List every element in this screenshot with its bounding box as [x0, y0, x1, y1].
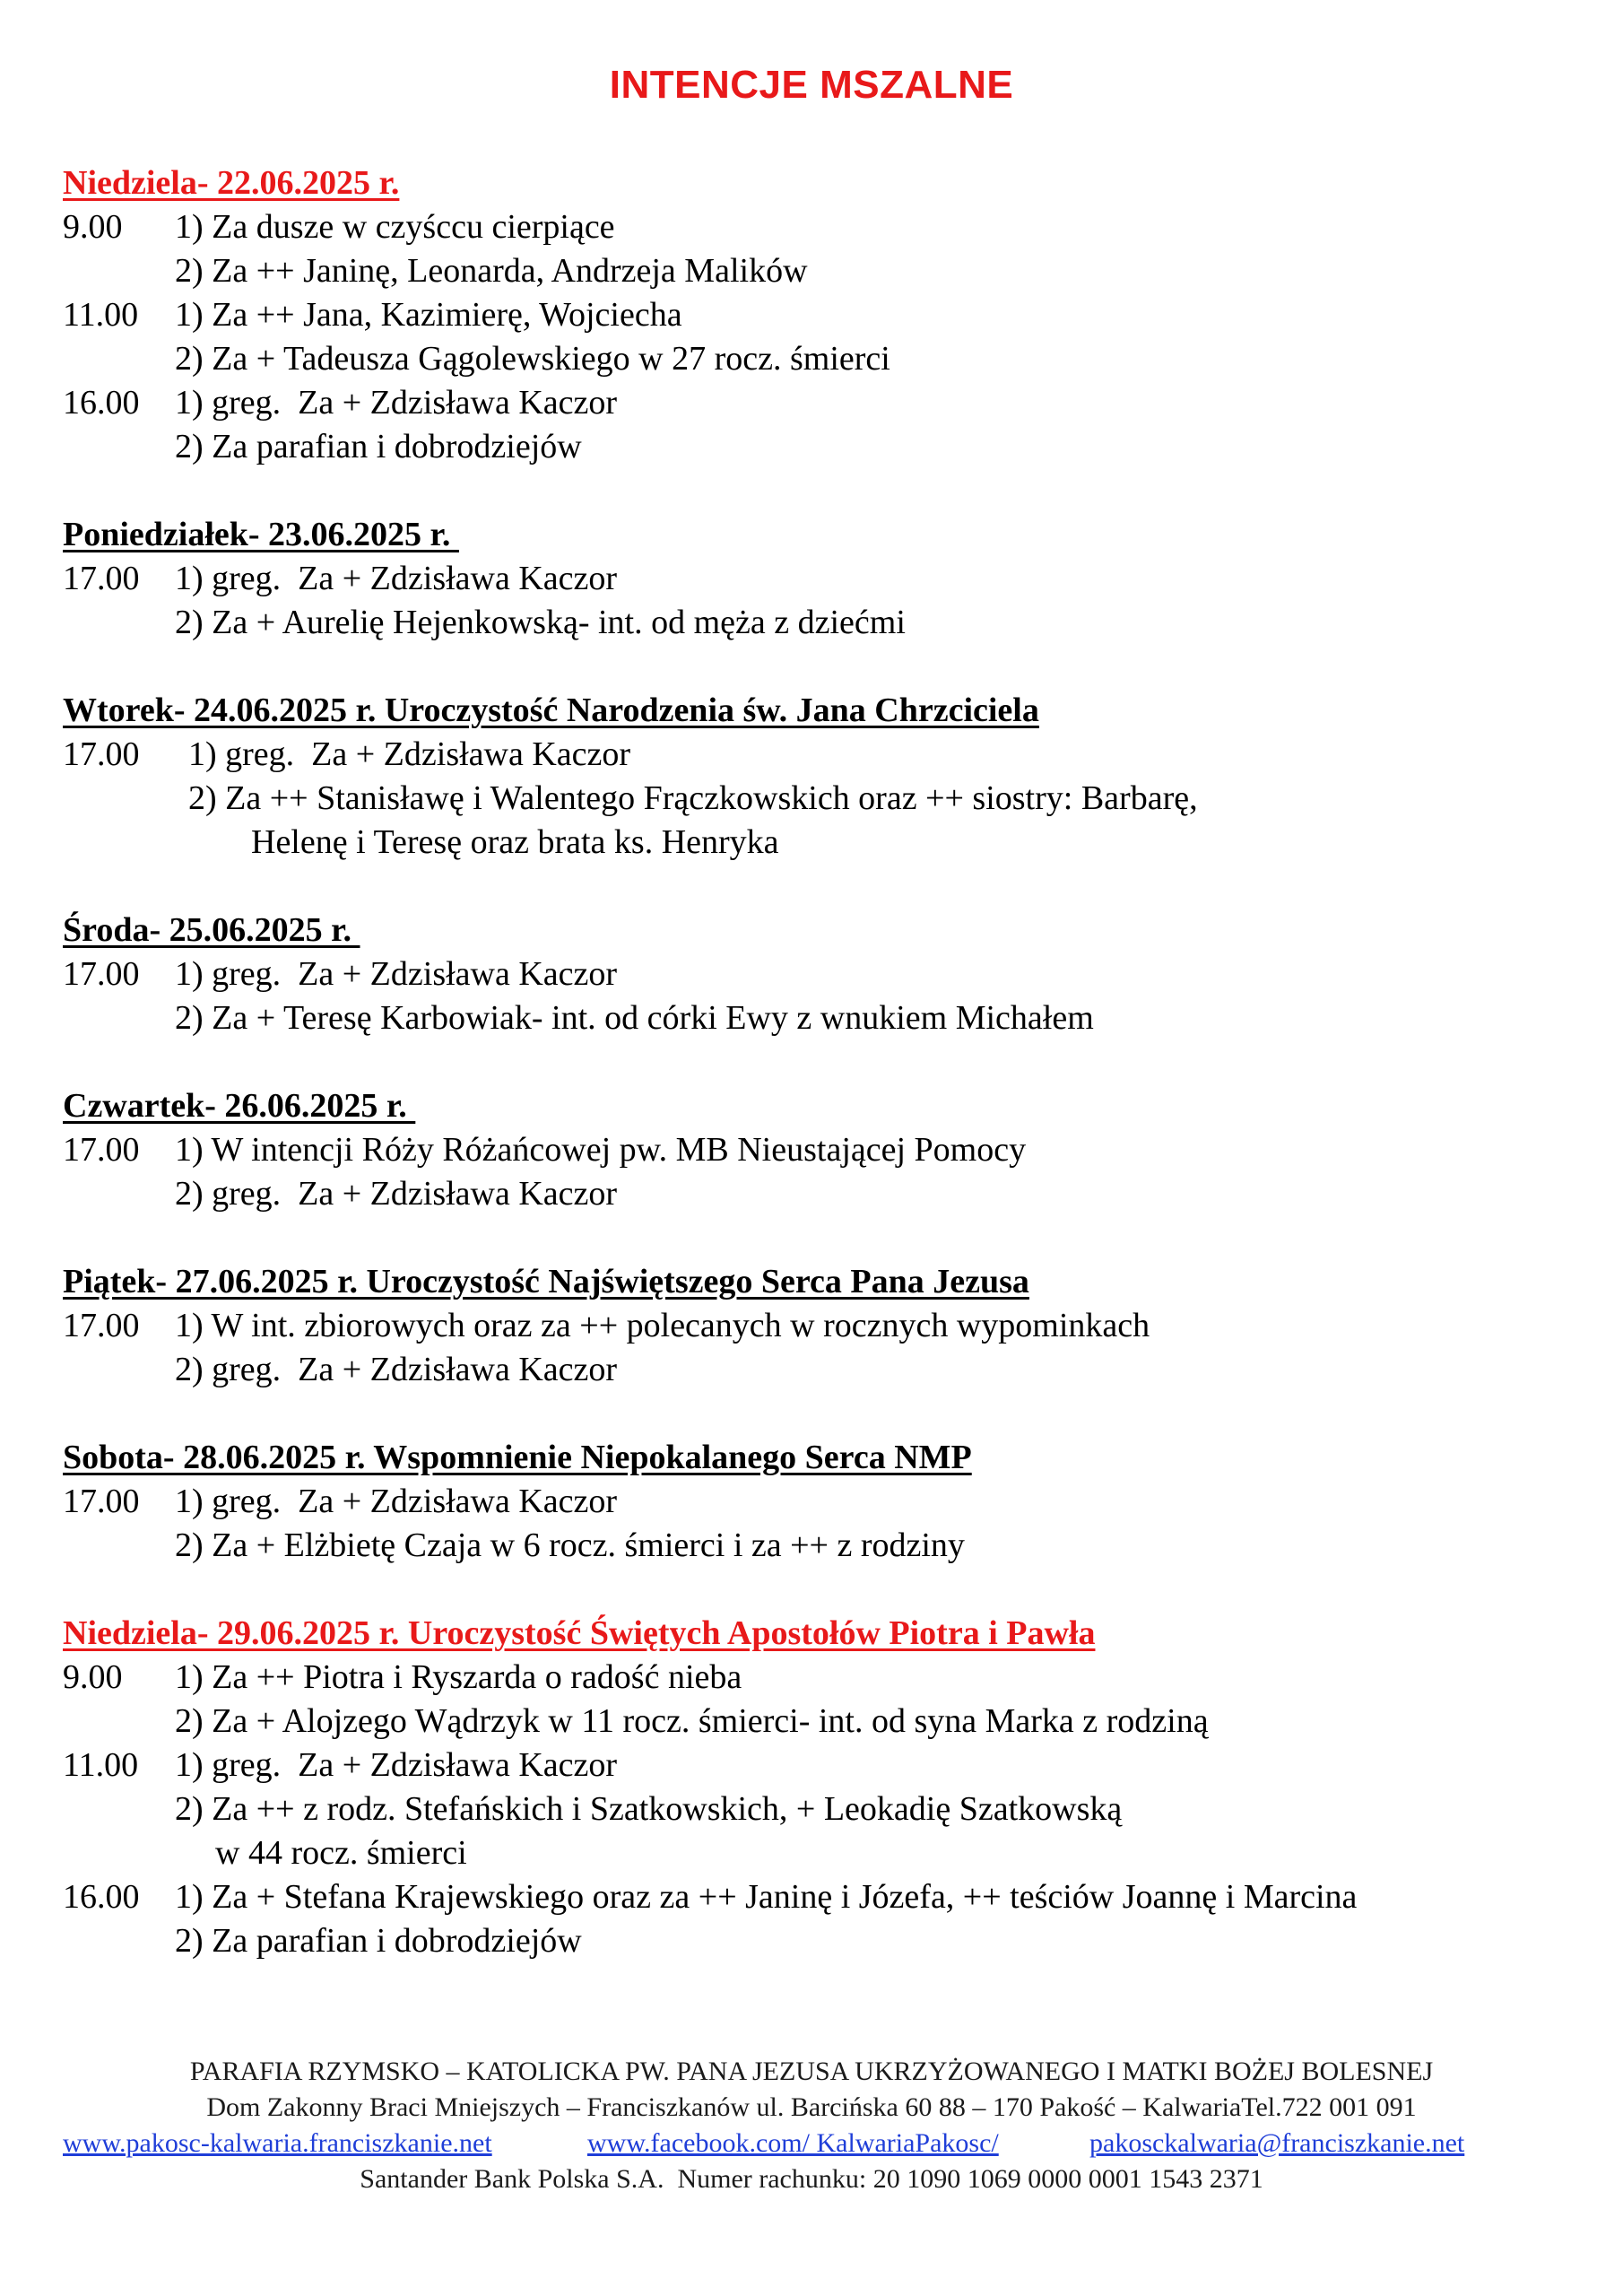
- intention-line: [63, 1787, 1587, 1831]
- page-title: INTENCJE MSZALNE: [609, 63, 1014, 107]
- mass-time: 11.00: [63, 296, 139, 334]
- intention-text: 2) Za ++ z rodz. Stefańskich i Szatkowskich, + Leokadię Szatkowską: [175, 1790, 1123, 1828]
- day-section: [63, 1260, 1587, 1392]
- day-header: Środa- 25.06.2025 r.: [63, 911, 360, 949]
- mass-time: 16.00: [63, 384, 140, 422]
- intention-line: [63, 777, 1587, 821]
- day-section: [63, 513, 1587, 645]
- intention-text: Helenę i Teresę oraz brata ks. Henryka: [251, 823, 779, 861]
- facebook-link[interactable]: www.facebook.com/ KalwariaPakosc/: [587, 2128, 999, 2158]
- intention-line: [63, 821, 1587, 865]
- intention-text: 1) Za + Stefana Krajewskiego oraz za ++ Janinę i Józefa, ++ teściów Joannę i Marcina: [175, 1878, 1358, 1916]
- intention-line: [63, 1875, 1587, 1919]
- day-header: Poniedziałek- 23.06.2025 r.: [63, 516, 459, 553]
- intention-text: 2) Za parafian i dobrodziejów: [175, 428, 582, 465]
- day-header: Czwartek- 26.06.2025 r.: [63, 1087, 416, 1125]
- mass-time: 17.00: [63, 735, 140, 773]
- intention-text: 1) W int. zbiorowych oraz za ++ polecanych w rocznych wypominkach: [175, 1307, 1150, 1344]
- intention-text: 1) greg. Za + Zdzisława Kaczor: [175, 384, 618, 422]
- intention-line: [63, 1656, 1587, 1700]
- day-section: [63, 1436, 1587, 1568]
- day-section: [63, 161, 1587, 469]
- website-link[interactable]: www.pakosc-kalwaria.franciszkanie.net: [63, 2128, 492, 2158]
- mass-time: 17.00: [63, 1307, 140, 1344]
- mass-time: 9.00: [63, 208, 123, 246]
- intention-line: [63, 1831, 1587, 1875]
- intention-text: 1) greg. Za + Zdzisława Kaczor: [175, 1746, 618, 1784]
- intention-line: [63, 952, 1587, 996]
- intention-text: 1) W intencji Róży Różańcowej pw. MB Nieustającej Pomocy: [175, 1131, 1027, 1169]
- intention-text: 2) Za parafian i dobrodziejów: [175, 1922, 582, 1960]
- intention-line: [63, 381, 1587, 425]
- mass-time: 17.00: [63, 560, 140, 597]
- intention-text: 2) Za ++ Stanisławę i Walentego Frączkowskich oraz ++ siostry: Barbarę,: [188, 779, 1198, 817]
- intention-text: 2) Za + Teresę Karbowiak- int. od córki Ewy z wnukiem Michałem: [175, 999, 1094, 1037]
- intention-line: [63, 557, 1587, 601]
- intention-text: 1) Za dusze w czyśccu cierpiące: [175, 208, 615, 246]
- intention-text: w 44 rocz. śmierci: [215, 1834, 467, 1872]
- bank-account: Santander Bank Polska S.A. Numer rachunku: 20 1090 1069 0000 0001 1543 2371: [360, 2164, 1263, 2194]
- mass-time: 17.00: [63, 1131, 140, 1169]
- mass-time: 11.00: [63, 1746, 139, 1784]
- parish-address: Dom Zakonny Braci Mniejszych – Franciszkanów ul. Barcińska 60 88 – 170 Pakość – KalwariaTel.722 001 091: [206, 2092, 1417, 2122]
- mass-time: 17.00: [63, 955, 140, 993]
- intention-text: 1) greg. Za + Zdzisława Kaczor: [175, 560, 618, 597]
- intention-line: [63, 337, 1587, 381]
- intention-line: [63, 1744, 1587, 1787]
- day-section: [63, 1084, 1587, 1216]
- intention-line: [63, 1524, 1587, 1568]
- intention-line: [63, 205, 1587, 249]
- intention-text: 2) Za ++ Janinę, Leonarda, Andrzeja Malików: [175, 252, 808, 290]
- intention-text: 2) Za + Elżbietę Czaja w 6 rocz. śmierci i za ++ z rodziny: [175, 1526, 965, 1564]
- intention-line: [63, 1480, 1587, 1524]
- intention-text: 2) greg. Za + Zdzisława Kaczor: [175, 1351, 618, 1388]
- contact-links: [0, 2126, 1623, 2161]
- day-header: Sobota- 28.06.2025 r. Wspomnienie Niepokalanego Serca NMP: [63, 1439, 972, 1476]
- intention-text: 1) greg. Za + Zdzisława Kaczor: [175, 955, 618, 993]
- intention-line: [63, 293, 1587, 337]
- intention-line: [63, 1700, 1587, 1744]
- day-header: Niedziela- 29.06.2025 r. Uroczystość Świętych Apostołów Piotra i Pawła: [63, 1614, 1096, 1652]
- mass-time: 17.00: [63, 1483, 140, 1520]
- intention-line: [63, 1919, 1587, 1963]
- parish-footer: [0, 2054, 1623, 2197]
- day-section: [63, 689, 1587, 865]
- day-header: Piątek- 27.06.2025 r. Uroczystość Najświętszego Serca Pana Jezusa: [63, 1263, 1029, 1300]
- intention-line: [63, 601, 1587, 645]
- day-header: Niedziela- 22.06.2025 r.: [63, 164, 400, 202]
- intention-line: [63, 996, 1587, 1040]
- intention-text: 1) greg. Za + Zdzisława Kaczor: [188, 735, 631, 773]
- intention-line: [63, 1172, 1587, 1216]
- intention-text: 2) greg. Za + Zdzisława Kaczor: [175, 1175, 618, 1213]
- intention-text: 2) Za + Tadeusza Gągolewskiego w 27 rocz. śmierci: [175, 340, 890, 378]
- intention-line: [63, 249, 1587, 293]
- intention-text: 2) Za + Aurelię Hejenkowską- int. od męża z dziećmi: [175, 604, 906, 641]
- intention-text: 1) Za ++ Jana, Kazimierę, Wojciecha: [175, 296, 682, 334]
- parish-name: PARAFIA RZYMSKO – KATOLICKA PW. PANA JEZUSA UKRZYŻOWANEGO I MATKI BOŻEJ BOLESNEJ: [189, 2057, 1434, 2086]
- intention-line: [63, 425, 1587, 469]
- day-section: [63, 1612, 1587, 1963]
- day-header: Wtorek- 24.06.2025 r. Uroczystość Narodzenia św. Jana Chrzciciela: [63, 691, 1039, 729]
- mass-time: 9.00: [63, 1658, 123, 1696]
- intention-line: [63, 1128, 1587, 1172]
- intention-text: 1) greg. Za + Zdzisława Kaczor: [175, 1483, 618, 1520]
- mass-time: 16.00: [63, 1878, 140, 1916]
- day-section: [63, 909, 1587, 1040]
- intention-line: [63, 733, 1587, 777]
- intention-line: [63, 1304, 1587, 1348]
- intention-text: 1) Za ++ Piotra i Ryszarda o radość nieba: [175, 1658, 742, 1696]
- intentions-list: [63, 161, 1587, 2007]
- intention-text: 2) Za + Alojzego Wądrzyk w 11 rocz. śmierci- int. od syna Marka z rodziną: [175, 1702, 1209, 1740]
- intention-line: [63, 1348, 1587, 1392]
- email-link[interactable]: pakosckalwaria@franciszkanie.net: [1089, 2128, 1465, 2158]
